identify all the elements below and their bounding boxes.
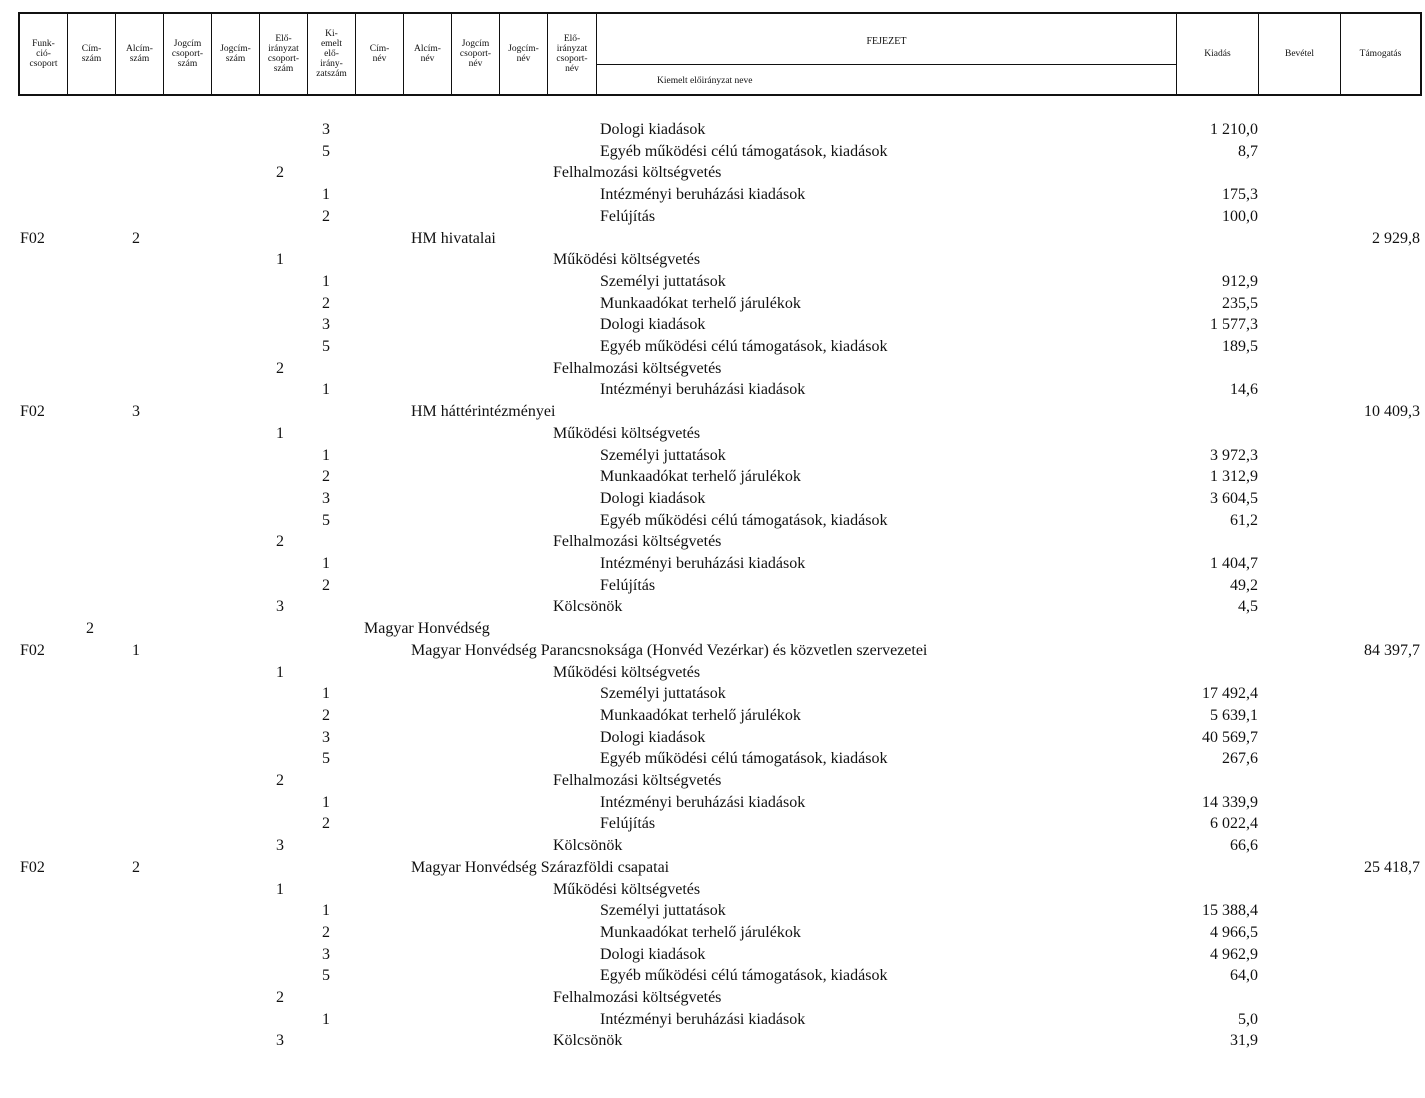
kiadas-value: 49,2 — [1230, 577, 1258, 594]
row-name: Felhalmozási költségvetés — [553, 533, 722, 550]
kiadas-value: 14,6 — [1230, 381, 1258, 398]
tamogatas-value: 84 397,7 — [1364, 642, 1420, 659]
kiadas-value: 189,5 — [1222, 338, 1258, 355]
row-name: Működési költségvetés — [553, 881, 701, 898]
header-eloiranyzatcsoportnev: Elő- irányzat csoport- név — [548, 14, 597, 94]
kiemelt-eloiranyzat-cell: 1 — [322, 1011, 330, 1028]
kiemelt-eloiranyzat-cell: 2 — [322, 815, 330, 832]
kiemelt-eloiranyzat-cell: 2 — [322, 295, 330, 312]
header-alcimszam: Alcím- szám — [116, 14, 164, 94]
header-jogcimnev: Jogcím- név — [500, 14, 548, 94]
fejezet-title: FEJEZET — [866, 36, 907, 47]
kiadas-value: 912,9 — [1222, 273, 1258, 290]
kiemelt-eloiranyzat-cell: 3 — [322, 946, 330, 963]
row-name: Felhalmozási költségvetés — [553, 772, 722, 789]
kiadas-value: 4 966,5 — [1210, 924, 1258, 941]
kiadas-value: 8,7 — [1238, 143, 1258, 160]
row-name: Egyéb működési célú támogatások, kiadások — [600, 512, 888, 529]
kiadas-value: 64,0 — [1230, 967, 1258, 984]
row-name: Intézményi beruházási kiadások — [600, 1011, 806, 1028]
kiemelt-eloiranyzat-cell: 5 — [322, 338, 330, 355]
kiadas-value: 61,2 — [1230, 512, 1258, 529]
kiemelt-eloiranyzat-cell: 2 — [322, 924, 330, 941]
kiemelt-eloiranyzat-cell: 3 — [322, 490, 330, 507]
kiemelt-eloiranyzat-cell: 3 — [322, 316, 330, 333]
row-name: Munkaadókat terhelő járulékok — [600, 707, 801, 724]
kiadas-value: 14 339,9 — [1202, 794, 1258, 811]
row-name: Kölcsönök — [553, 1032, 623, 1049]
kiemelt-eloiranyzat-label: Kiemelt előirányzat neve — [657, 76, 753, 86]
eloiranyzatcsoport-cell: 3 — [276, 837, 284, 854]
funkciocsoport-cell: F02 — [20, 403, 45, 420]
kiadas-value: 40 569,7 — [1202, 729, 1258, 746]
table-header — [18, 12, 1422, 96]
kiemelt-eloiranyzat-cell: 2 — [322, 468, 330, 485]
eloiranyzatcsoport-cell: 1 — [276, 664, 284, 681]
kiemelt-eloiranyzat-cell: 1 — [322, 447, 330, 464]
row-name: Felújítás — [600, 815, 656, 832]
header-tamogatas: Támogatás — [1359, 49, 1402, 59]
row-name: Magyar Honvédség Parancsnoksága (Honvéd Vezérkar) és közvetlen szervezetei — [411, 642, 928, 659]
eloiranyzatcsoport-cell: 1 — [276, 425, 284, 442]
kiemelt-eloiranyzat-cell: 5 — [322, 512, 330, 529]
row-name: Magyar Honvédség Szárazföldi csapatai — [411, 859, 670, 876]
kiemelt-eloiranyzat-cell: 5 — [322, 750, 330, 767]
kiadas-value: 66,6 — [1230, 837, 1258, 854]
funkciocsoport-cell: F02 — [20, 230, 45, 247]
header-kiadas: Kiadás — [1177, 14, 1259, 94]
kiadas-value: 31,9 — [1230, 1032, 1258, 1049]
header-funkciocsoport: Funk- ció- csoport — [20, 14, 68, 94]
tamogatas-value: 25 418,7 — [1364, 859, 1420, 876]
tamogatas-value: 10 409,3 — [1364, 403, 1420, 420]
eloiranyzatcsoport-cell: 2 — [276, 989, 284, 1006]
row-name: Felújítás — [600, 577, 656, 594]
row-name: Működési költségvetés — [553, 425, 701, 442]
header-jogcimcsoportszam: Jogcím csoport- szám — [164, 14, 212, 94]
row-name: Munkaadókat terhelő járulékok — [600, 468, 801, 485]
funkciocsoport-cell: F02 — [20, 642, 45, 659]
header-alcimnev: Alcím- név — [404, 14, 452, 94]
kiadas-value: 1 404,7 — [1210, 555, 1258, 572]
row-name: HM hivatalai — [411, 230, 496, 247]
eloiranyzatcsoport-cell: 3 — [276, 1032, 284, 1049]
kiadas-value: 100,0 — [1222, 208, 1258, 225]
alcimszam-cell: 2 — [132, 859, 140, 876]
kiadas-value: 3 604,5 — [1210, 490, 1258, 507]
eloiranyzatcsoport-cell: 1 — [276, 881, 284, 898]
kiadas-value: 3 972,3 — [1210, 447, 1258, 464]
row-name: Intézményi beruházási kiadások — [600, 555, 806, 572]
kiemelt-eloiranyzat-cell: 2 — [322, 577, 330, 594]
row-name: Intézményi beruházási kiadások — [600, 794, 806, 811]
kiadas-value: 175,3 — [1222, 186, 1258, 203]
row-name: Magyar Honvédség — [364, 620, 490, 637]
header-cimszam: Cím- szám — [68, 14, 116, 94]
row-name: Munkaadókat terhelő járulékok — [600, 295, 801, 312]
row-name: Működési költségvetés — [553, 664, 701, 681]
kiadas-value: 1 210,0 — [1210, 121, 1258, 138]
kiadas-value: 4,5 — [1238, 598, 1258, 615]
kiadas-value: 17 492,4 — [1202, 685, 1258, 702]
kiemelt-eloiranyzat-cell: 3 — [322, 121, 330, 138]
row-name: Működési költségvetés — [553, 251, 701, 268]
row-name: Egyéb működési célú támogatások, kiadások — [600, 143, 888, 160]
row-name: Dologi kiadások — [600, 316, 706, 333]
kiadas-value: 1 312,9 — [1210, 468, 1258, 485]
kiemelt-eloiranyzat-cell: 1 — [322, 794, 330, 811]
alcimszam-cell: 2 — [132, 230, 140, 247]
fejezet-divider — [597, 64, 1176, 65]
row-name: Munkaadókat terhelő járulékok — [600, 924, 801, 941]
header-fejezet — [597, 14, 1177, 94]
row-name: Dologi kiadások — [600, 946, 706, 963]
eloiranyzatcsoport-cell: 1 — [276, 251, 284, 268]
kiemelt-eloiranyzat-cell: 1 — [322, 902, 330, 919]
kiemelt-eloiranyzat-cell: 1 — [322, 381, 330, 398]
tamogatas-value: 2 929,8 — [1372, 230, 1420, 247]
eloiranyzatcsoport-cell: 3 — [276, 598, 284, 615]
kiemelt-eloiranyzat-cell: 2 — [322, 707, 330, 724]
row-name: Személyi juttatások — [600, 902, 726, 919]
kiadas-value: 15 388,4 — [1202, 902, 1258, 919]
row-name: Intézményi beruházási kiadások — [600, 381, 806, 398]
kiadas-value: 1 577,3 — [1210, 316, 1258, 333]
kiemelt-eloiranyzat-cell: 3 — [322, 729, 330, 746]
header-bevetel: Bevétel — [1259, 14, 1341, 94]
eloiranyzatcsoport-cell: 2 — [276, 533, 284, 550]
kiemelt-eloiranyzat-cell: 1 — [322, 685, 330, 702]
row-name: Dologi kiadások — [600, 121, 706, 138]
row-name: Dologi kiadások — [600, 729, 706, 746]
row-name: Felújítás — [600, 208, 656, 225]
alcimszam-cell: 3 — [132, 403, 140, 420]
funkciocsoport-cell: F02 — [20, 859, 45, 876]
row-name: Személyi juttatások — [600, 447, 726, 464]
cimszam-cell: 2 — [86, 620, 94, 637]
header-eloiranyzatcsoportszam: Elő- irányzat csoport- szám — [260, 14, 308, 94]
header-cimnev: Cím- név — [356, 14, 404, 94]
row-name: HM háttérintézményei — [411, 403, 556, 420]
row-name: Egyéb működési célú támogatások, kiadások — [600, 967, 888, 984]
row-name: Kölcsönök — [553, 837, 623, 854]
alcimszam-cell: 1 — [132, 642, 140, 659]
row-name: Felhalmozási költségvetés — [553, 989, 722, 1006]
kiemelt-eloiranyzat-cell: 1 — [322, 273, 330, 290]
row-name: Dologi kiadások — [600, 490, 706, 507]
kiemelt-eloiranyzat-cell: 2 — [322, 208, 330, 225]
header-jogcimcsoportnev: Jogcím csoport- név — [452, 14, 500, 94]
kiemelt-eloiranyzat-cell: 1 — [322, 186, 330, 203]
row-name: Személyi juttatások — [600, 273, 726, 290]
kiadas-value: 6 022,4 — [1210, 815, 1258, 832]
kiadas-value: 4 962,9 — [1210, 946, 1258, 963]
kiemelt-eloiranyzat-cell: 5 — [322, 967, 330, 984]
eloiranyzatcsoport-cell: 2 — [276, 164, 284, 181]
row-name: Intézményi beruházási kiadások — [600, 186, 806, 203]
eloiranyzatcsoport-cell: 2 — [276, 360, 284, 377]
kiadas-value: 5 639,1 — [1210, 707, 1258, 724]
kiadas-value: 235,5 — [1222, 295, 1258, 312]
row-name: Kölcsönök — [553, 598, 623, 615]
row-name: Felhalmozási költségvetés — [553, 164, 722, 181]
kiadas-value: 5,0 — [1238, 1011, 1258, 1028]
header-jogcimszam: Jogcím- szám — [212, 14, 260, 94]
header-kiemelteloiranyzatszam: Ki- emelt elő- irány- zatszám — [308, 14, 356, 94]
kiemelt-eloiranyzat-cell: 5 — [322, 143, 330, 160]
eloiranyzatcsoport-cell: 2 — [276, 772, 284, 789]
kiemelt-eloiranyzat-cell: 1 — [322, 555, 330, 572]
row-name: Személyi juttatások — [600, 685, 726, 702]
row-name: Felhalmozási költségvetés — [553, 360, 722, 377]
row-name: Egyéb működési célú támogatások, kiadások — [600, 338, 888, 355]
row-name: Egyéb működési célú támogatások, kiadások — [600, 750, 888, 767]
kiadas-value: 267,6 — [1222, 750, 1258, 767]
